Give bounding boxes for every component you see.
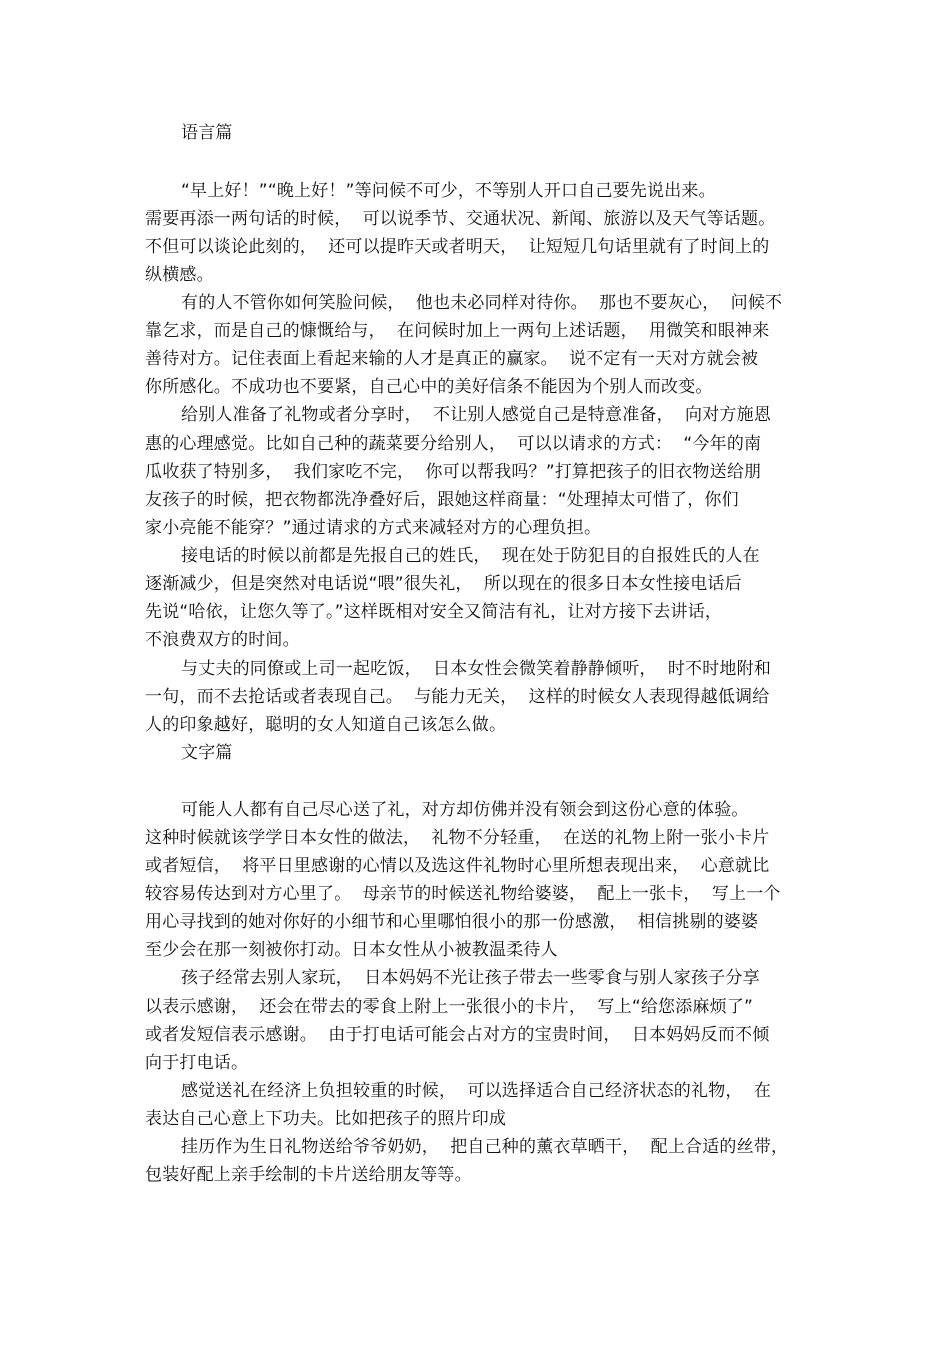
text-line: 不但可以谈论此刻的， 还可以提昨天或者明天， 让短短几句话里就有了时间上的 <box>145 237 770 257</box>
text-line: 与丈夫的同僚或上司一起吃饭， 日本女性会微笑着静静倾听， 时不时地附和 <box>181 659 772 679</box>
text-line: 纵横感。 <box>145 265 214 285</box>
text-line: 靠乞求，而是自己的慷慨给与， 在问候时加上一两句上述话题， 用微笑和眼神来 <box>145 321 770 341</box>
text-line: 不浪费双方的时间。 <box>145 630 300 650</box>
text-line: 一句，而不去抢话或者表现自己。 与能力无关， 这样的时候女人表现得越低调给 <box>145 687 770 707</box>
text-line: 挂历作为生日礼物送给爷爷奶奶， 把自己种的薰衣草晒干， 配上合适的丝带， <box>181 1137 789 1157</box>
text-line: 惠的心理感觉。比如自己种的蔬菜要分给别人， 可以以请求的方式： “今年的南 <box>145 434 762 454</box>
text-line: 逐渐减少，但是突然对电话说“喂”很失礼， 所以现在的很多日本女性接电话后 <box>145 574 742 594</box>
text-line: 可能人人都有自己尽心送了礼，对方却仿佛并没有领会到这份心意的体验。 <box>181 800 749 820</box>
text-line: 以表示感谢， 还会在带去的零食上附上一张很小的卡片， 写上“给您添麻烦了” <box>145 997 754 1017</box>
text-line: 表达自己心意上下功夫。比如把孩子的照片印成 <box>145 1109 507 1129</box>
text-line: 或者短信， 将平日里感谢的心情以及选这件礼物时心里所想表现出来， 心意就比 <box>145 856 770 876</box>
text-line: 接电话的时候以前都是先报自己的姓氏， 现在处于防犯目的自报姓氏的人在 <box>181 546 760 566</box>
text-line: 包装好配上亲手绘制的卡片送给朋友等等。 <box>145 1165 472 1185</box>
text-line: 友孩子的时候，把衣物都洗净叠好后，跟她这样商量：“处理掉太可惜了，你们 <box>145 490 739 510</box>
text-line: 善待对方。记住表面上看起来输的人才是真正的赢家。 说不定有一天对方就会被 <box>145 349 759 369</box>
text-line: 或者发短信表示感谢。 由于打电话可能会占对方的宝贵时间， 日本妈妈反而不倾 <box>145 1025 770 1045</box>
text-line: 先说“哈依，让您久等了。”这样既相对安全又简洁有礼，让对方接下去讲话， <box>145 602 723 622</box>
text-line: “早上好！”“晚上好！”等问候不可少，不等别人开口自己要先说出来。 <box>181 181 716 201</box>
text-line: 向于打电话。 <box>145 1053 249 1073</box>
section-heading-writing: 文字篇 <box>181 743 233 763</box>
text-line: 至少会在那一刻被你打动。日本女性从小被教温柔待人 <box>145 940 558 960</box>
text-line: 孩子经常去别人家玩， 日本妈妈不光让孩子带去一些零食与别人家孩子分享 <box>181 968 760 988</box>
text-line: 人的印象越好，聪明的女人知道自己该怎么做。 <box>145 715 507 735</box>
text-line: 感觉送礼在经济上负担较重的时候， 可以选择适合自己经济状态的礼物， 在 <box>181 1081 772 1101</box>
text-line: 这种时候就该学学日本女性的做法， 礼物不分轻重， 在送的礼物上附一张小卡片 <box>145 828 770 848</box>
text-line: 给别人准备了礼物或者分享时， 不让别人感觉自己是特意准备， 向对方施恩 <box>181 405 772 425</box>
text-line: 瓜收获了特别多， 我们家吃不完， 你可以帮我吗？”打算把孩子的旧衣物送给朋 <box>145 462 762 482</box>
text-line: 需要再添一两句话的时候， 可以说季节、交通状况、新闻、旅游以及天气等话题。 <box>145 209 776 229</box>
text-line: 你所感化。不成功也不要紧，自己心中的美好信条不能因为个别人而改变。 <box>145 377 713 397</box>
text-line: 有的人不管你如何笑脸问候， 他也未必同样对待你。 那也不要灰心， 问候不 <box>181 293 783 313</box>
text-line: 家小亮能不能穿？”通过请求的方式来减轻对方的心理负担。 <box>145 518 602 538</box>
section-heading-language: 语言篇 <box>181 123 233 143</box>
text-line: 用心寻找到的她对你好的小细节和心里哪怕很小的那一份感激， 相信挑剔的婆婆 <box>145 912 759 932</box>
text-line: 较容易传达到对方心里了。 母亲节的时候送礼物给婆婆， 配上一张卡， 写上一个 <box>145 884 781 904</box>
